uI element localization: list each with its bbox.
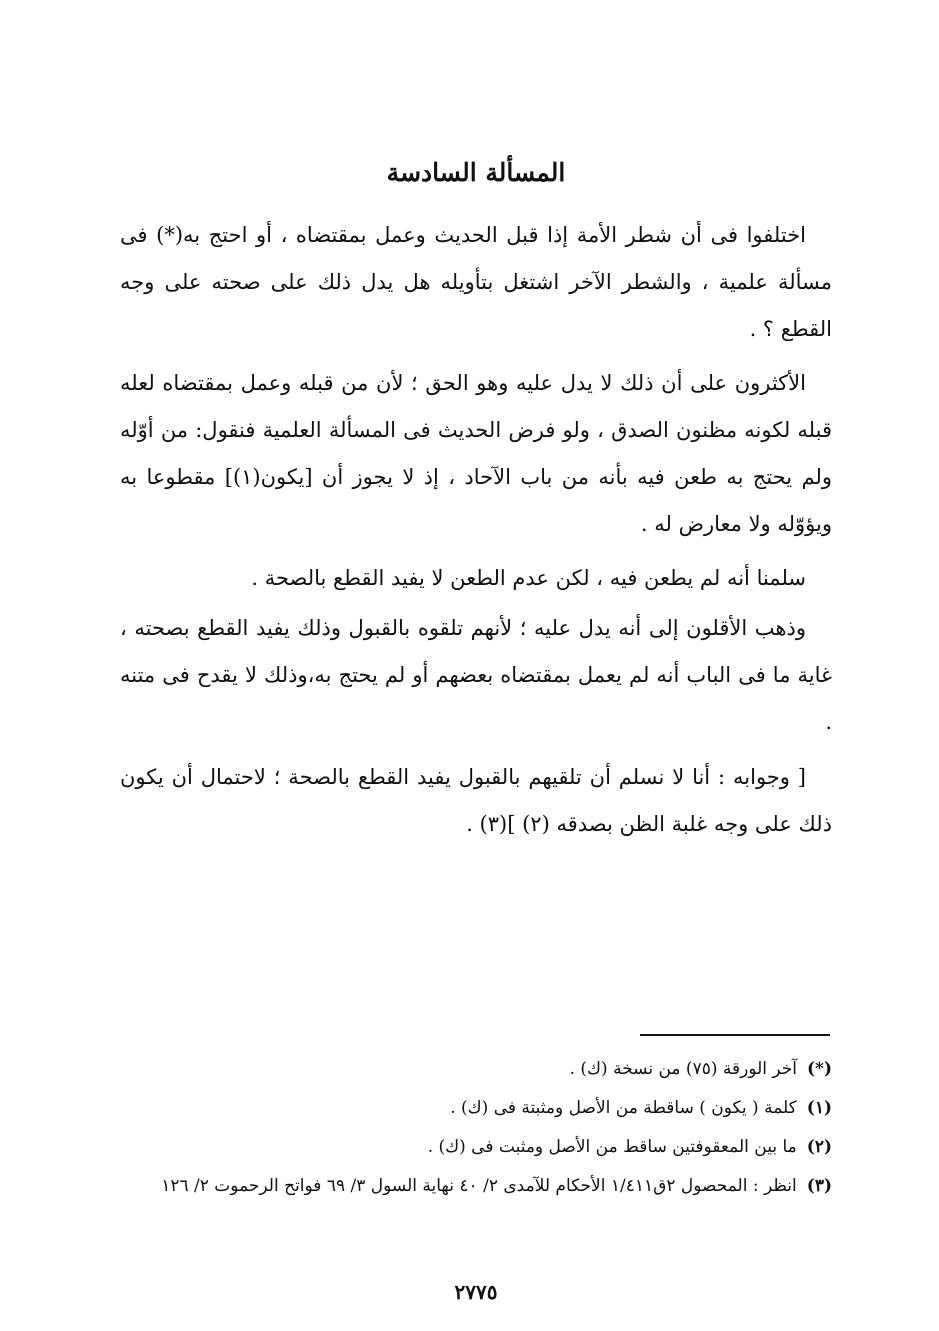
footnote-marker: (١) <box>806 1098 832 1118</box>
footnote-text: ما بين المعقوفتين ساقط من الأصل ومثبت فى (ك) . <box>427 1137 797 1157</box>
section-title: المسألة السادسة <box>386 158 566 187</box>
page-number: ٢٧٧٥ <box>454 1280 498 1304</box>
footnote-marker: (*) <box>807 1059 832 1079</box>
footnote-item <box>120 1089 832 1128</box>
footnote-text: آخر الورقة (٧٥) من نسخة (ك) . <box>569 1059 798 1079</box>
paragraph-5: [ وجوابه : أنا لا نسلم أن تلقيهم بالقبول يفيد القطع بالصحة ؛ لاحتمال أن يكون ذلك على وجه غلبة الظن بصدقه (٢) ](٣) . <box>120 765 832 836</box>
paragraph-1: اختلفوا فى أن شطر الأمة إذا قبل الحديث وعمل بمقتضاه ، أو احتج به(*) فى مسألة علمية ، والشطر الآخر اشتغل بتأويله هل يدل ذلك على صحته على وجه القطع ؟ . <box>120 223 832 341</box>
footnotes-list <box>120 1050 832 1206</box>
footnote-item <box>120 1128 832 1167</box>
footnote-text: كلمة ( يكون ) ساقطة من الأصل ومثبتة فى (ك) . <box>450 1098 797 1118</box>
footnote-text: انظر : المحصول ٢ق١/٤١١ الأحكام للآمدى ٢/ ٤٠ نهاية السول ٣/ ٦٩ فواتح الرحموت ٢/ ١٢٦ <box>161 1176 797 1196</box>
footnote-marker: (٢) <box>806 1137 832 1157</box>
footnote-marker: (٣) <box>806 1176 832 1196</box>
footnote-separator <box>640 1034 830 1036</box>
paragraph-2: الأكثرون على أن ذلك لا يدل عليه وهو الحق ؛ لأن من قبله وعمل بمقتضاه لعله قبله لكونه مظنون الصدق ، ولو فرض الحديث فى المسألة العلمية فنقول: من أوّله ولم يحتج به طعن فيه بأنه من باب الآحاد ، إذ لا يجوز أن [يكون(١)] مقطوعا به ويؤوّله ولا معارض له . <box>120 371 832 536</box>
paragraph-3: سلمنا أنه لم يطعن فيه ، لكن عدم الطعن لا يفيد القطع بالصحة . <box>251 566 806 590</box>
footnote-item <box>120 1050 832 1089</box>
paragraph-4: وذهب الأقلون إلى أنه يدل عليه ؛ لأنهم تلقوه بالقبول وذلك يفيد القطع بصحته ، غاية ما فى الباب أنه لم يعمل بمقتضاه بعضهم أو لم يحتج به،وذلك لا يقدح فى متنه . <box>120 616 832 734</box>
footnote-item <box>120 1167 832 1206</box>
